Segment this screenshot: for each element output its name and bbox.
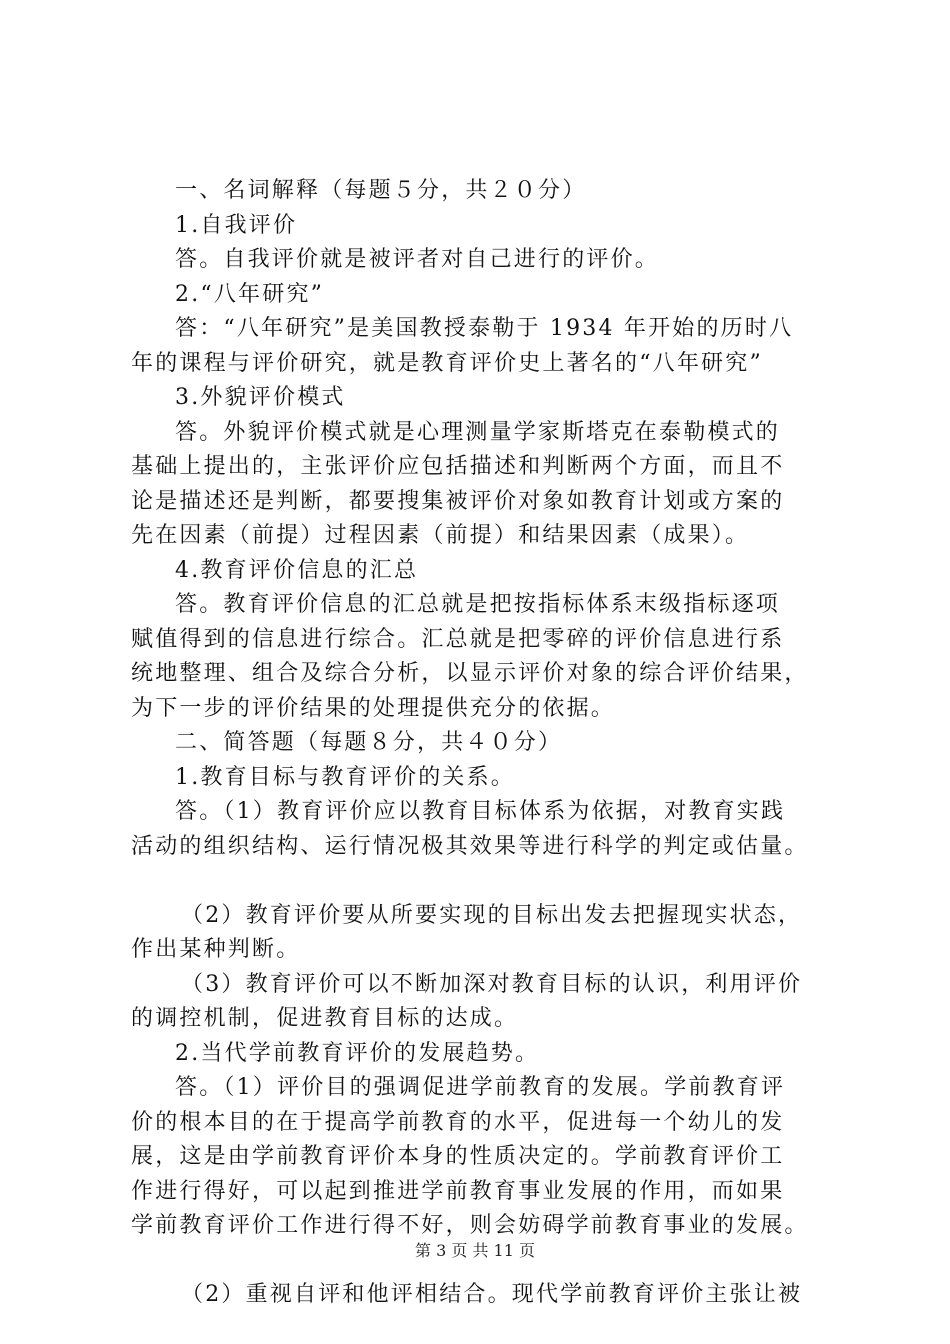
question-heading: 4.教育评价信息的汇总 bbox=[175, 557, 419, 583]
answer-line: 统地整理、组合及综合分析，以显示评价对象的综合评价结果， bbox=[131, 661, 809, 686]
answer-line: 展，这是由学前教育评价本身的性质决定的。学前教育评价工 bbox=[131, 1144, 785, 1169]
answer-line: 答。（1）评价目的强调促进学前教育的发展。学前教育评 bbox=[175, 1075, 786, 1100]
paragraph-gap bbox=[131, 864, 831, 899]
document-body bbox=[131, 174, 831, 1313]
answer-line: 年的课程与评价研究，就是教育评价史上著名的“八年研究” bbox=[131, 350, 763, 376]
answer-line: 论是描述还是判断，都要搜集被评价对象如教育计划或方案的 bbox=[131, 488, 785, 514]
question-heading: 1.教育目标与教育评价的关系。 bbox=[175, 764, 515, 790]
answer-line: 赋值得到的信息进行综合。汇总就是把零碎的评价信息进行系 bbox=[131, 626, 785, 652]
answer-line: 的调控机制，促进教育目标的达成。 bbox=[131, 1006, 519, 1031]
answer-line: 为下一步的评价结果的处理提供充分的依据。 bbox=[131, 695, 616, 721]
answer-line: 答。（1）教育评价应以教育目标体系为依据，对教育实践 bbox=[175, 799, 786, 824]
answer-line: 作进行得好，可以起到推进学前教育事业发展的作用，而如果 bbox=[131, 1178, 785, 1204]
answer-line: 活动的组织结构、运行情况极其效果等进行科学的判定或估量。 bbox=[131, 833, 809, 859]
section-heading-term-definitions: 一、名词解释（每题５分，共２０分） bbox=[175, 178, 587, 203]
answer-line: （2）教育评价要从所要实现的目标出发去把握现实状态， bbox=[181, 902, 803, 928]
answer-line: 作出某种判断。 bbox=[131, 937, 301, 962]
answer-line: 先在因素（前提）过程因素（前提）和结果因素（成果）。 bbox=[131, 523, 750, 548]
answer-line: 答。教育评价信息的汇总就是把按指标体系末级指标逐项 bbox=[175, 592, 781, 617]
question-heading: 3.外貌评价模式 bbox=[175, 385, 346, 410]
answer-line: 答。外貌评价模式就是心理测量学家斯塔克在泰勒模式的 bbox=[175, 419, 781, 445]
section-heading-short-answer: 二、简答题（每题８分，共４０分） bbox=[175, 730, 563, 755]
question-heading: 1.自我评价 bbox=[175, 212, 298, 238]
answer-line: 价的根本目的在于提高学前教育的水平，促进每一个幼儿的发 bbox=[131, 1109, 785, 1135]
page-footer: 第 3 页 共 11 页 bbox=[415, 1241, 535, 1260]
answer-line: 学前教育评价工作进行得不好，则会妨碍学前教育事业的发展。 bbox=[131, 1213, 809, 1238]
question-heading: 2.“八年研究” bbox=[175, 281, 325, 307]
answer-line: 基础上提出的，主张评价应包括描述和判断两个方面，而且不 bbox=[131, 454, 785, 479]
question-heading: 2.当代学前教育评价的发展趋势。 bbox=[175, 1040, 540, 1066]
answer-line: 答：“八年研究”是美国教授泰勒于 1934 年开始的历时八 bbox=[175, 316, 794, 341]
answer-line: （3）教育评价可以不断加深对教育目标的认识，利用评价 bbox=[181, 971, 803, 997]
answer-line: （2）重视自评和他评相结合。现代学前教育评价主张让被 bbox=[181, 1282, 803, 1307]
answer-line: 答。自我评价就是被评者对自己进行的评价。 bbox=[175, 247, 660, 272]
